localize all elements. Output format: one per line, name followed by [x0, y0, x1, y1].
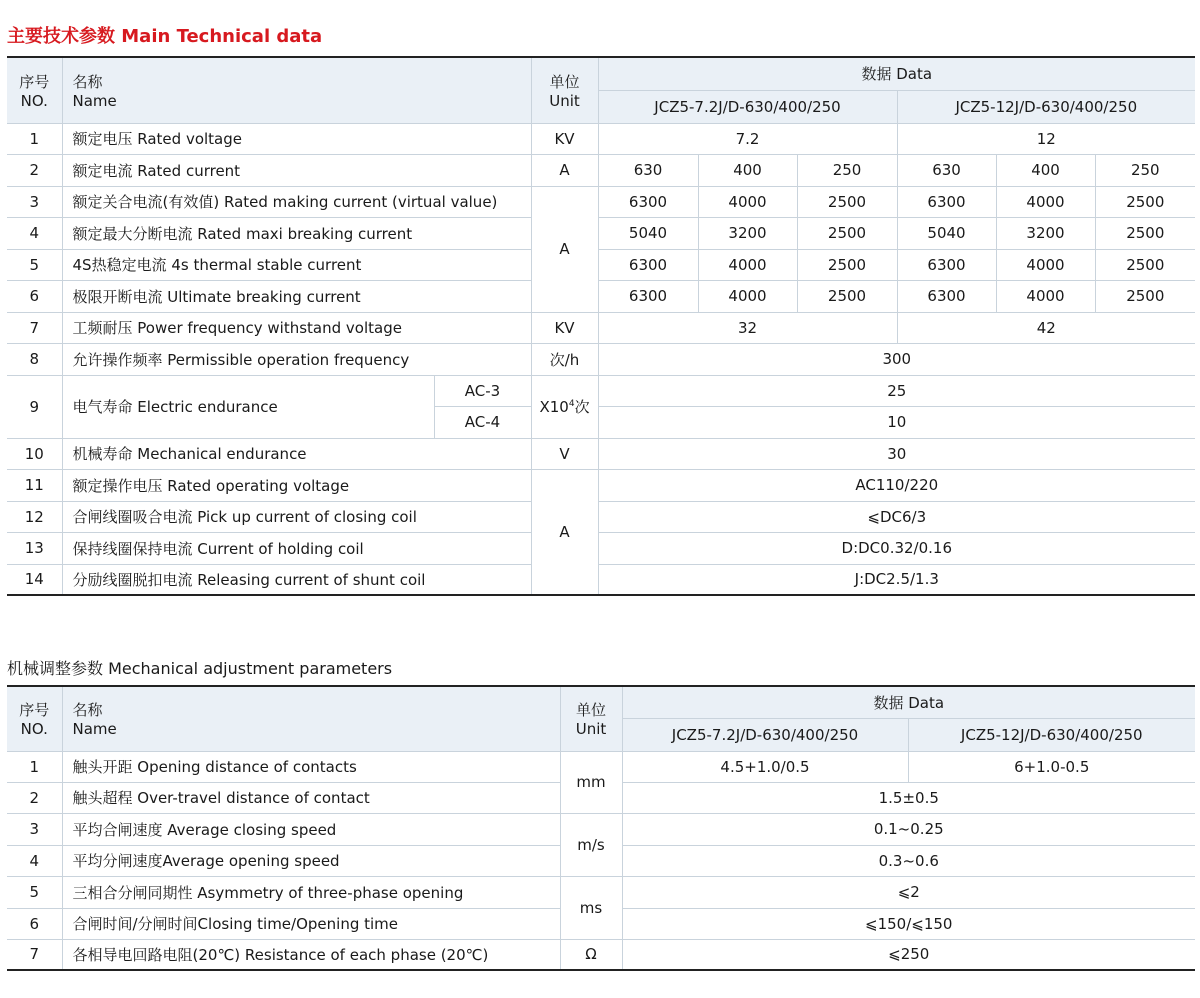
header-name: 名称 Name — [62, 57, 531, 123]
table-row: 3 平均合闸速度 Average closing speed m/s 0.1~0.25 — [7, 813, 1195, 845]
table-row: 4 平均分闸速度Average opening speed 0.3~0.6 — [7, 845, 1195, 876]
header-model-1: JCZ5-7.2J/D-630/400/250 — [622, 718, 908, 751]
header-no: 序号 NO. — [7, 57, 62, 123]
table-row: 14 分励线圈脱扣电流 Releasing current of shunt coil J:DC2.5/1.3 — [7, 564, 1195, 595]
table-row: 7 各相导电回路电阻(20℃) Resistance of each phase (20℃) Ω ⩽250 — [7, 939, 1195, 970]
header-model-1: JCZ5-7.2J/D-630/400/250 — [598, 90, 897, 123]
main-technical-data-table — [7, 56, 1195, 596]
header-data: 数据 Data — [622, 686, 1195, 718]
header-unit: 单位 Unit — [531, 57, 598, 123]
table-row: 5 三相合分闸同期性 Asymmetry of three-phase opening ms ⩽2 — [7, 876, 1195, 908]
table-row: 9 电气寿命 Electric endurance AC-3 $X10^4$次 25 — [7, 375, 1195, 406]
table-row: 3 额定关合电流(有效值) Rated making current (virtual value) A 6300 4000 2500 6300 4000 2500 — [7, 186, 1195, 217]
table-row: 6 合闸时间/分闸时间Closing time/Opening time ⩽150/⩽150 — [7, 908, 1195, 939]
table-row: 2 额定电流 Rated current A 630 400 250 630 400 250 — [7, 154, 1195, 186]
table-row: 11 额定操作电压 Rated operating voltage A AC110/220 — [7, 469, 1195, 501]
header-unit: 单位 Unit — [560, 686, 622, 751]
table-row: 1 触头开距 Opening distance of contacts mm 4.5+1.0/0.5 6+1.0-0.5 — [7, 751, 1195, 782]
header-name: 名称 Name — [62, 686, 560, 751]
table-row: 2 触头超程 Over-travel distance of contact 1.5±0.5 — [7, 782, 1195, 813]
table-row: 5 4S热稳定电流 4s thermal stable current 6300 4000 2500 6300 4000 2500 — [7, 249, 1195, 280]
table-row: 10 机械寿命 Mechanical endurance V 30 — [7, 438, 1195, 469]
main-technical-data-title: 主要技术参数 Main Technical data — [7, 26, 323, 47]
table-row: 12 合闸线圈吸合电流 Pick up current of closing coil ⩽DC6/3 — [7, 501, 1195, 532]
mechanical-adjustment-table — [7, 685, 1195, 971]
header-no: 序号 NO. — [7, 686, 62, 751]
electric-endurance-unit: $X10^4$次 — [531, 375, 598, 438]
table-row: 8 允许操作频率 Permissible operation frequency 次/h 300 — [7, 343, 1195, 375]
table-row: 13 保持线圈保持电流 Current of holding coil D:DC0.32/0.16 — [7, 532, 1195, 564]
table-row: AC-4 10 — [7, 406, 1195, 438]
header-model-2: JCZ5-12J/D-630/400/250 — [908, 718, 1195, 751]
header-model-2: JCZ5-12J/D-630/400/250 — [897, 90, 1195, 123]
table-row: 4 额定最大分断电流 Rated maxi breaking current 5040 3200 2500 5040 3200 2500 — [7, 217, 1195, 249]
table-row: 7 工频耐压 Power frequency withstand voltage KV 32 42 — [7, 312, 1195, 343]
mechanical-adjustment-title: 机械调整参数 Mechanical adjustment parameters — [7, 659, 393, 678]
header-data: 数据 Data — [598, 57, 1195, 90]
table-row: 1 额定电压 Rated voltage KV 7.2 12 — [7, 123, 1195, 154]
table-row: 6 极限开断电流 Ultimate breaking current 6300 4000 2500 6300 4000 2500 — [7, 280, 1195, 312]
